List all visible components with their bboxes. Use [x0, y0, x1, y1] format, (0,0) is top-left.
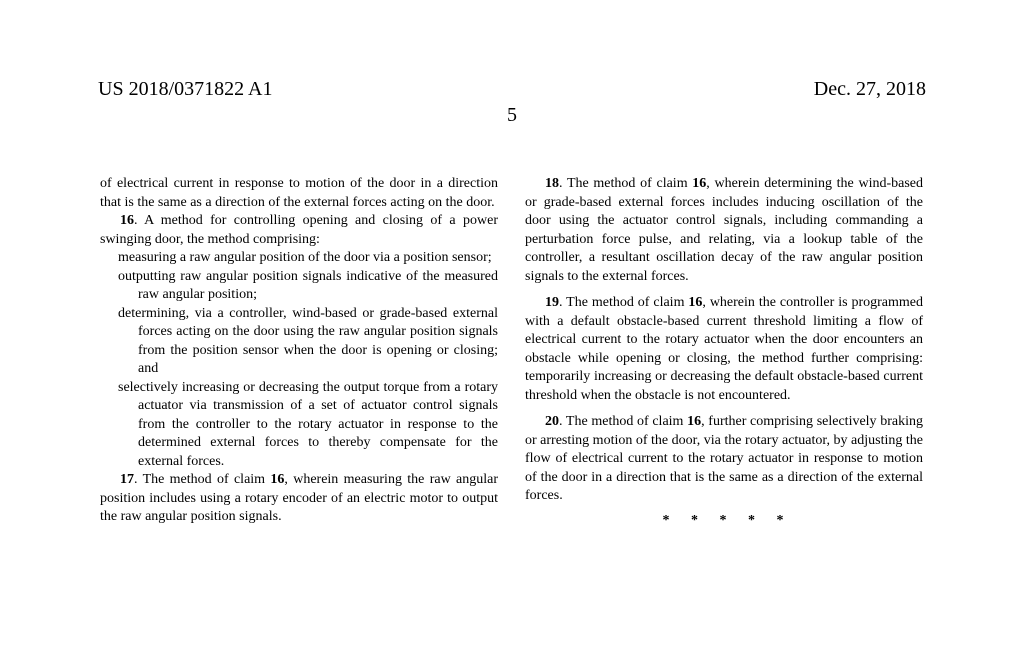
claim-16-step-3: determining, via a controller, wind-based or grade-based external forces acting on the door using the raw angular position signals from the position sensor when the door is opening or closing; and [118, 305, 498, 376]
claim-16-step-4: selectively increasing or decreasing the output torque from a rotary actuator via transmission of a set of actuator control signals from the controller to the rotary actuator in response to the determined external forces to thereby compensate for the external forces. [118, 379, 498, 469]
claim-20-text-before: . The method of claim [559, 414, 688, 429]
claim-20-number: 20 [545, 414, 559, 429]
claim-19-ref: 16 [688, 295, 703, 310]
claim-18-number: 18 [545, 176, 559, 191]
claim-16-number: 16 [120, 213, 134, 228]
claim-16-intro-text: . A method for controlling opening and closing of a power swinging door, the method comprising: [100, 213, 498, 247]
claim-19-number: 19 [545, 295, 559, 310]
claim-17-text-before: . The method of claim [134, 472, 271, 487]
claim-20-ref: 16 [687, 414, 702, 429]
claim-19-text-after: , wherein the controller is programmed with a default obstacle-based current threshold limiting a flow of electrical current to the rotary actuator when the door encounters an obstacle while opening or closing, the method further comprising: temporarily increasing or decreasing the default obstacle-based current threshold when the obstacle is not encountered. [525, 295, 923, 403]
end-of-document-mark: * * * * * [662, 512, 786, 528]
publication-date: Dec. 27, 2018 [813, 78, 926, 100]
claim-16-step-1: measuring a raw angular position of the door via a position sensor; [118, 250, 492, 265]
claim-16-step-2: outputting raw angular position signals indicative of the measured raw angular position; [118, 268, 498, 302]
claim-continuation: of electrical current in response to motion of the door in a direction that is the same as a direction of the external forces acting on the door. [100, 176, 498, 210]
claim-18 [525, 175, 923, 286]
claim-18-text-after: , wherein determining the wind-based or grade-based external forces includes inducing oscillation of the door using the actuator control signals, including commanding a perturbation force pulse, and relating, via a lookup table of the controller, a resultant oscillation decay of the raw angular position signals to the external forces. [525, 176, 923, 284]
claim-19-text-before: . The method of claim [559, 295, 689, 310]
claim-16-intro [100, 212, 498, 249]
claim-18-text-before: . The method of claim [559, 176, 693, 191]
claim-18-ref: 16 [692, 176, 707, 191]
right-column [525, 175, 923, 530]
claim-17 [100, 471, 498, 527]
left-column [100, 175, 498, 527]
page-number: 5 [507, 104, 517, 126]
claim-20-text-after: , further comprising selectively braking or arresting motion of the door, via the rotary actuator, by adjusting the flow of electrical current to the rotary actuator in response to motion of the door in a direction that is the same as a direction of the external forces. [525, 414, 923, 503]
publication-number: US 2018/0371822 A1 [98, 78, 273, 100]
claim-17-ref: 16 [270, 472, 285, 487]
claim-17-number: 17 [120, 472, 134, 487]
claim-17-text-after: , wherein measuring the raw angular position includes using a rotary encoder of an electric motor to output the raw angular position signals. [100, 472, 498, 524]
claim-19 [525, 294, 923, 405]
claim-20 [525, 413, 923, 506]
